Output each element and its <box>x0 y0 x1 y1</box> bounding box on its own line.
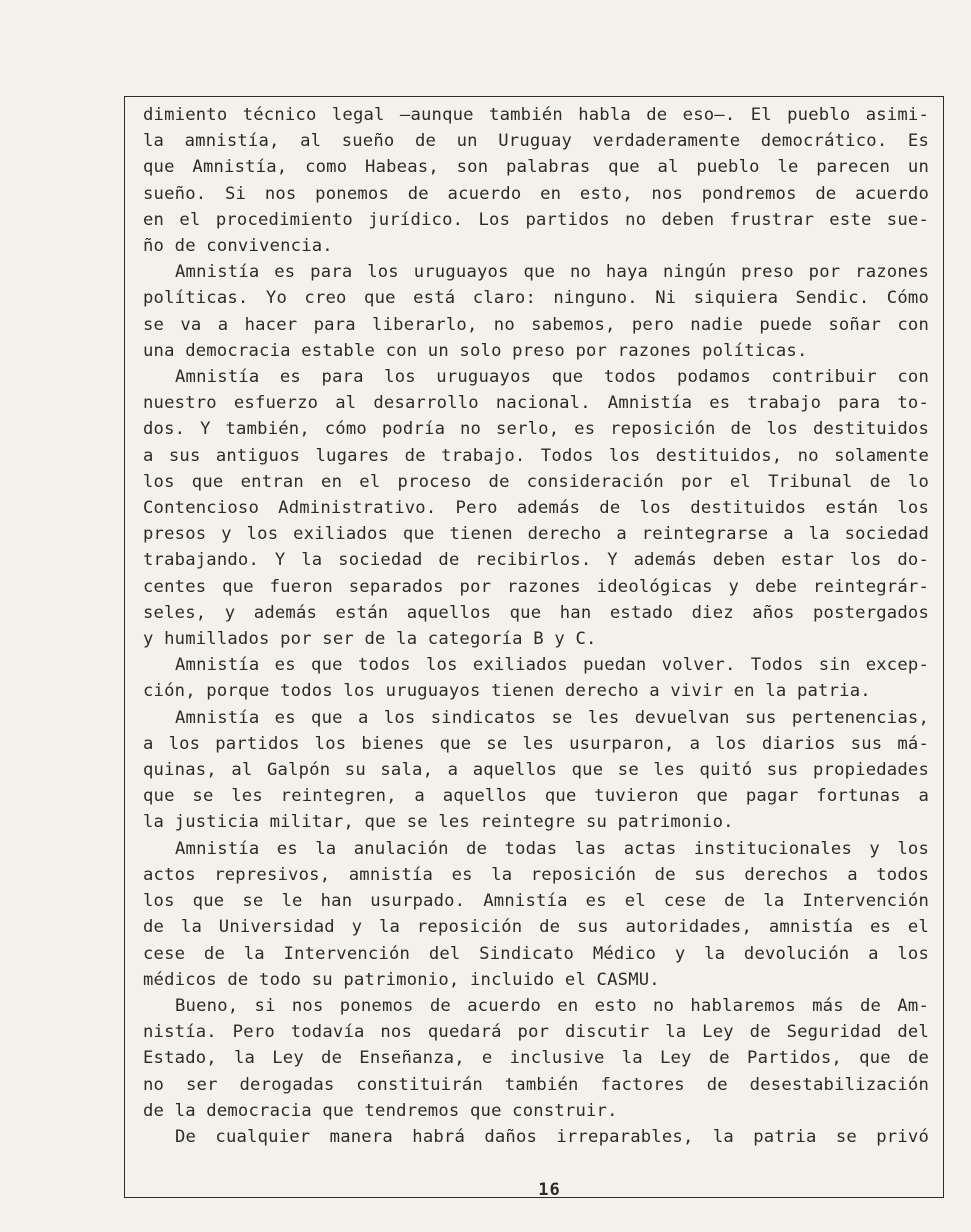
text-line: la justicia militar, que se les reintegre su patrimonio. <box>143 812 734 833</box>
text-line: los que entran en el proceso de consideración por el Tribunal de lo <box>143 471 929 492</box>
text-line: no ser derogadas constituirán también factores de desestabilización <box>143 1074 929 1095</box>
text-line: Amnistía es que a los sindicatos se les devuelvan sus pertenencias, <box>175 707 929 728</box>
page-number: 16 <box>538 1180 561 1200</box>
text-line: la amnistía, al sueño de un Uruguay verdaderamente democrático. Es <box>143 131 929 152</box>
text-line: de la Universidad y la reposición de sus autoridades, amnistía es el <box>143 917 929 938</box>
paragraph-6 <box>143 836 929 993</box>
paragraph-4 <box>143 652 929 704</box>
text-line: Amnistía es para los uruguayos que no haya ningún preso por razones <box>175 262 929 283</box>
text-line: trabajando. Y la sociedad de recibirlos. Y además deben estar los do- <box>143 550 929 571</box>
text-line: nuestro esfuerzo al desarrollo nacional. Amnistía es trabajo para to- <box>143 393 929 414</box>
paragraph-8 <box>143 1124 929 1150</box>
text-line: dimiento técnico legal –aunque también habla de eso–. El pueblo asimi- <box>143 105 929 125</box>
text-line: Bueno, si nos ponemos de acuerdo en esto no hablaremos más de Am- <box>175 995 929 1016</box>
text-line: a sus antiguos lugares de trabajo. Todos los destituidos, no solamente <box>143 445 929 466</box>
text-line: centes que fueron separados por razones ideológicas y debe reintegrár- <box>143 576 929 597</box>
text-line: quinas, al Galpón su sala, a aquellos que se les quitó sus propiedades <box>143 760 929 781</box>
text-line: Estado, la Ley de Enseñanza, e inclusive la Ley de Partidos, que de <box>143 1048 929 1069</box>
paragraph-5 <box>143 705 929 836</box>
text-line: actos represivos, amnistía es la reposición de sus derechos a todos <box>143 864 929 885</box>
text-line: a los partidos los bienes que se les usurparon, a los diarios sus má- <box>143 733 929 754</box>
text-line: ño de convivencia. <box>143 236 333 257</box>
text-line: políticas. Yo creo que está claro: ninguno. Ni siquiera Sendic. Cómo <box>143 288 929 309</box>
text-line: Contencioso Administrativo. Pero además de los destituidos están los <box>143 498 929 519</box>
text-line: seles, y además están aquellos que han estado diez años postergados <box>143 602 929 623</box>
text-line: presos y los exiliados que tienen derecho a reintegrarse a la sociedad <box>143 524 929 545</box>
text-line: los que se le han usurpado. Amnistía es el cese de la Intervención <box>143 891 929 912</box>
text-line: cese de la Intervención del Sindicato Médico y la devolución a los <box>143 943 929 964</box>
text-line: ción, porque todos los uruguayos tienen derecho a vivir en la patria. <box>143 681 871 702</box>
text-line: se va a hacer para liberarlo, no sabemos, pero nadie puede soñar con <box>143 314 929 335</box>
paragraph-1 <box>143 102 929 259</box>
text-line: una democracia estable con un solo preso por razones políticas. <box>143 340 808 361</box>
text-line: médicos de todo su patrimonio, incluido el CASMU. <box>143 969 660 990</box>
text-line: y humillados por ser de la categoría B y C. <box>143 629 597 650</box>
text-line: de la democracia que tendremos que construir. <box>143 1100 618 1121</box>
page-number-container <box>0 1180 971 1200</box>
text-line: nistía. Pero todavía nos quedará por discutir la Ley de Seguridad del <box>143 1022 929 1043</box>
text-line: sueño. Si nos ponemos de acuerdo en esto, nos pondremos de acuerdo <box>143 183 929 204</box>
document-body <box>143 102 929 1150</box>
text-line: en el procedimiento jurídico. Los partidos no deben frustrar este sue- <box>143 209 929 230</box>
text-line: Amnistía es que todos los exiliados puedan volver. Todos sin excep- <box>175 655 929 676</box>
text-line: Amnistía es para los uruguayos que todos podamos contribuir con <box>175 367 929 388</box>
paragraph-2 <box>143 259 929 364</box>
paragraph-7 <box>143 993 929 1124</box>
text-line: dos. Y también, cómo podría no serlo, es reposición de los destituidos <box>143 419 929 440</box>
text-line: De cualquier manera habrá daños irreparables, la patria se privó <box>175 1126 929 1147</box>
text-line: que Amnistía, como Habeas, son palabras que al pueblo le parecen un <box>143 157 929 178</box>
text-line: que se les reintegren, a aquellos que tuvieron que pagar fortunas a <box>143 786 929 807</box>
paragraph-3 <box>143 364 929 652</box>
text-line: Amnistía es la anulación de todas las actas institucionales y los <box>175 838 929 859</box>
